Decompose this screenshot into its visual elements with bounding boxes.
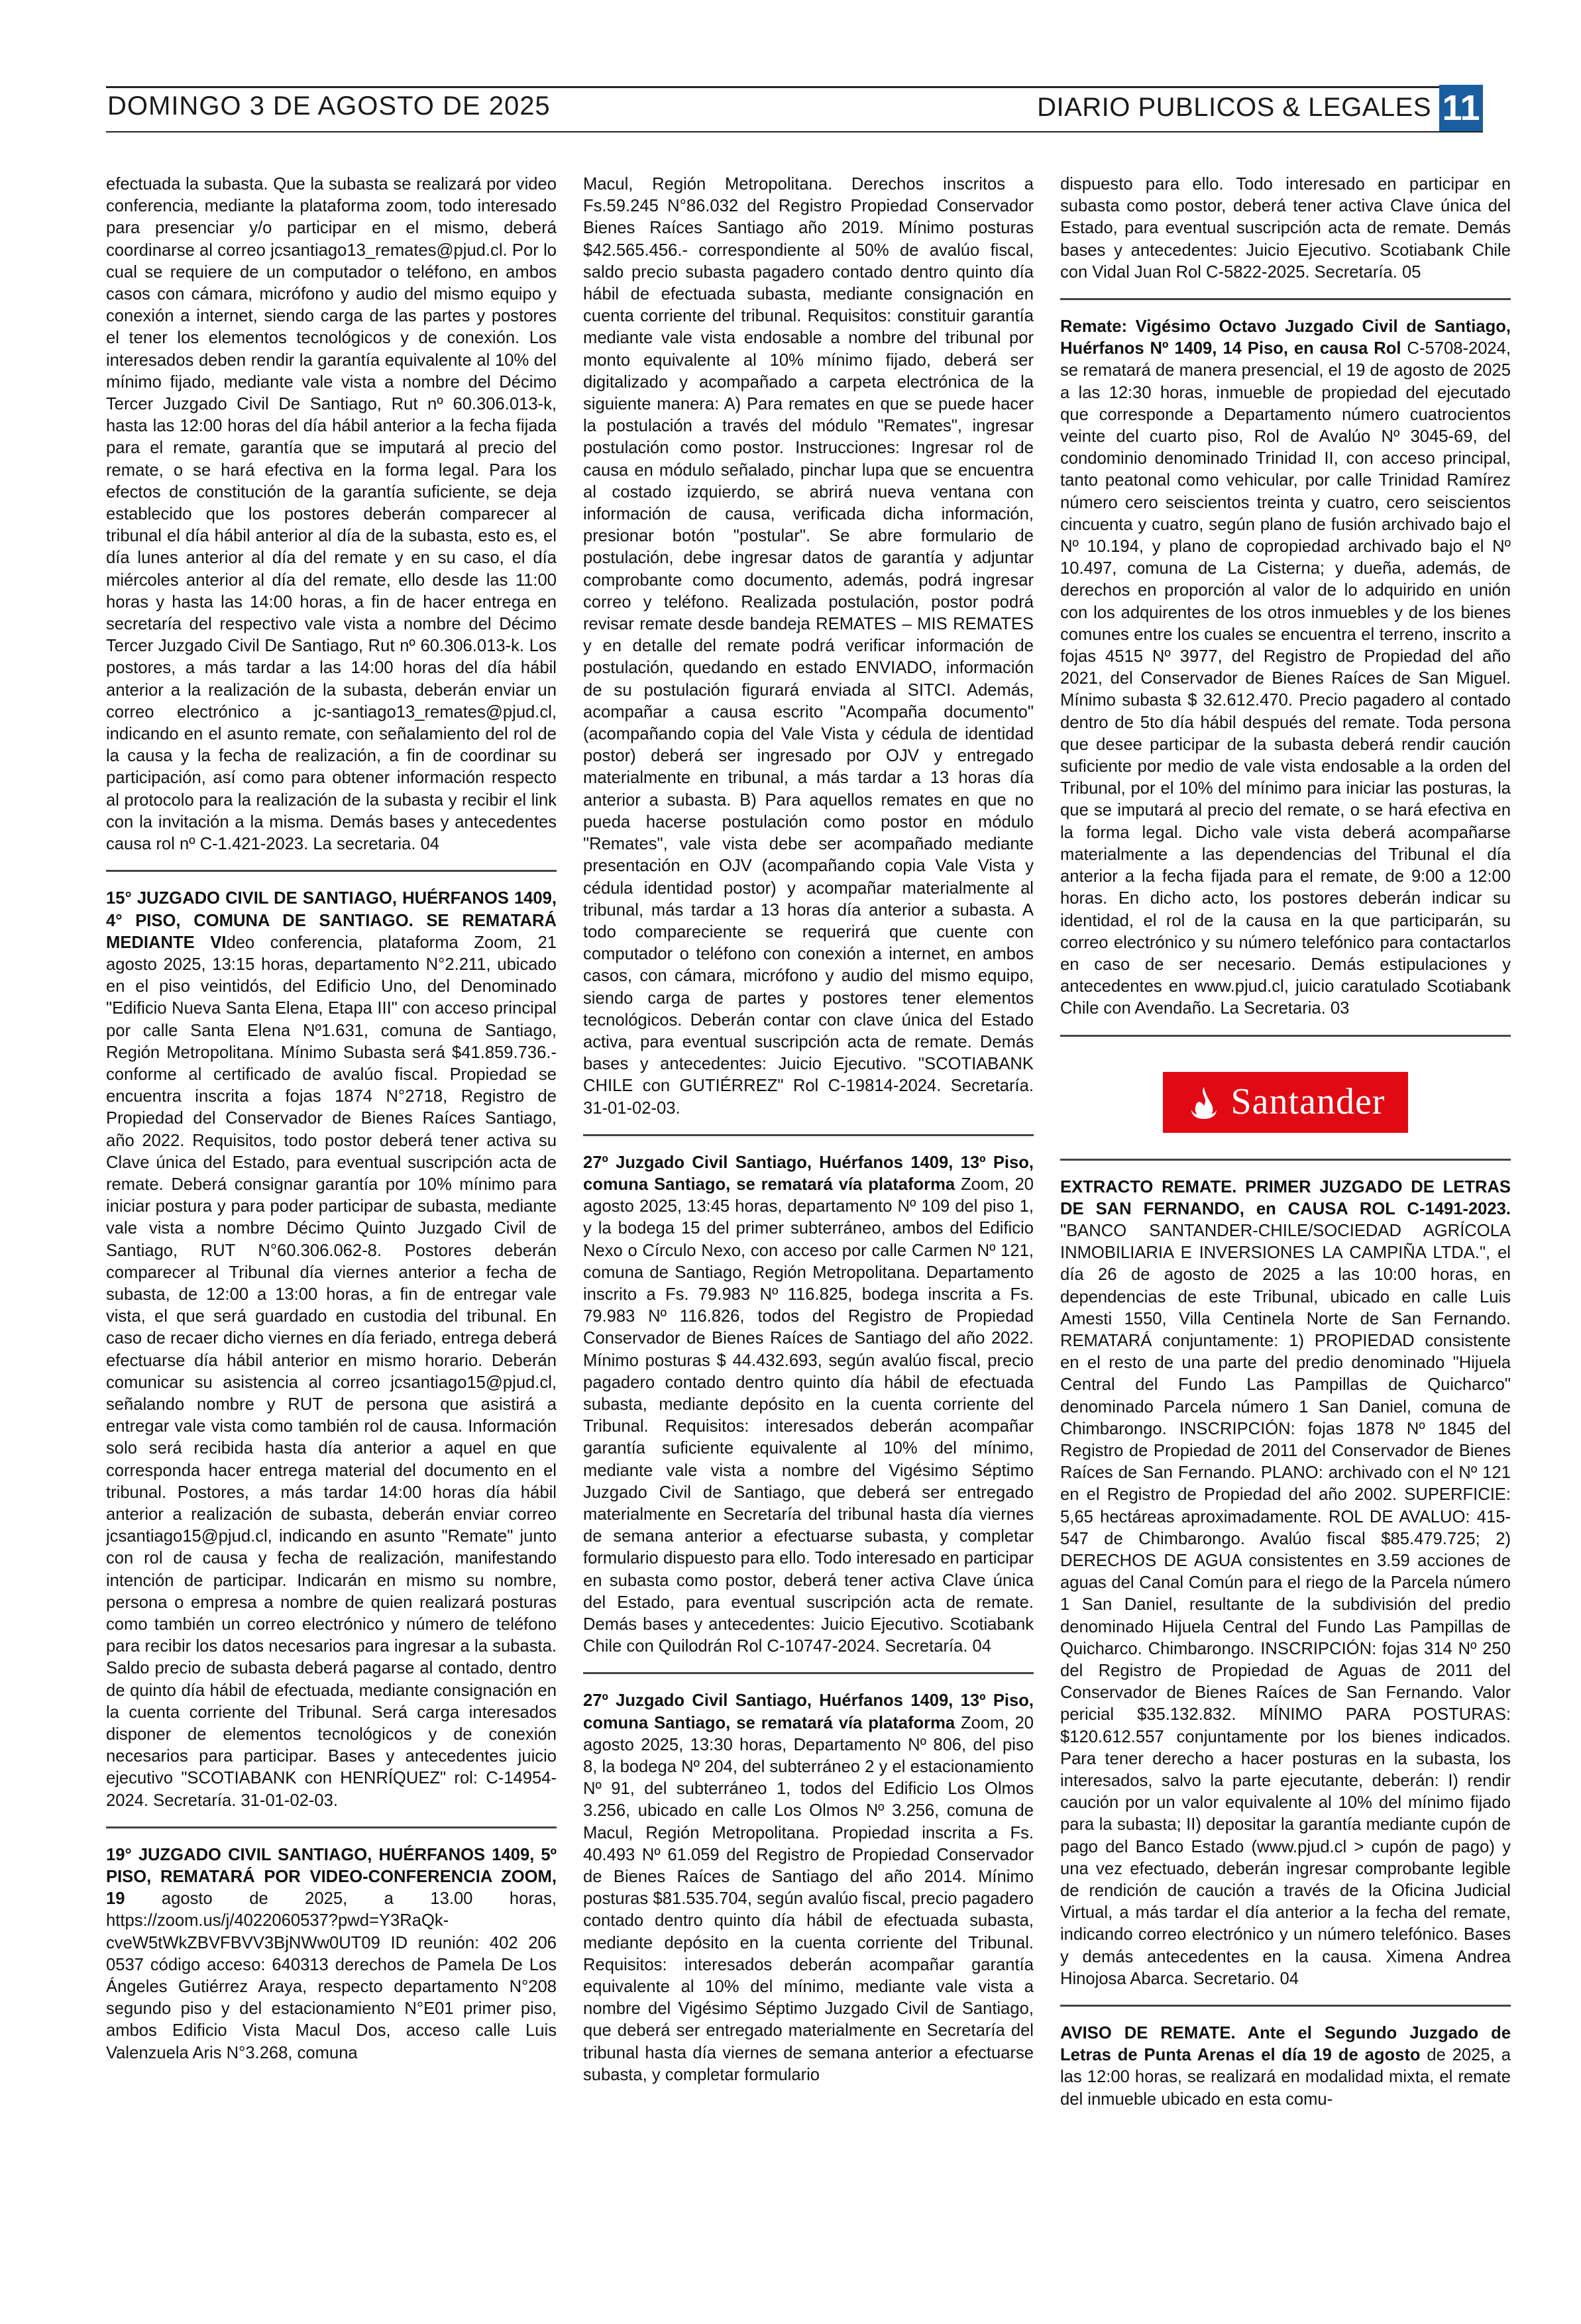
notice-heading: 19° JUZGADO CIVIL SANTIAGO, HUÉRFANOS 1409, 5º PISO, REMATARÁ POR VIDEO-CONFERENCIA ZOOM, 19 bbox=[106, 1845, 557, 1909]
notice-body: Zoom, 20 agosto 2025, 13:30 horas, Departamento Nº 806, del piso 8, la bodega Nº 204, del subterráneo 2 y el estacionamiento Nº 91, del subterráneo 1, todos del Edificio Los Olmos 3.256, ubicado en calle Los Olmos Nº 3.256, comuna de Macul, Región Metropolitana. Propiedad inscrita a Fs. 40.493 Nº 61.059 del Registro de Propiedad Conservador de Bienes Raíces de Santiago del año 2014. Mínimo posturas $81.535.704, según avalúo fiscal, precio pagadero contado dentro quinto día hábil de efectuada subasta, mediante depósito en la cuenta corriente del Tribunal. Requisitos: interesados deberán acompañar garantía equivalente al 10% del mínimo, mediante vale vista a nombre del Vigésimo Séptimo Juzgado Civil de Santiago, que deberá ser entregado materialmente en Secretaría del tribunal hasta día viernes de semana anterior a efectuarse subasta, y completar formulario bbox=[583, 1713, 1034, 2084]
notice-aviso-remate-punta-arenas bbox=[1060, 2023, 1511, 2111]
notice-27-juzgado-nexo bbox=[583, 1152, 1034, 1658]
notice-body: dispuesto para ello. Todo interesado en participar en subasta como postor, deberá tener activa Clave única del Estado, para eventual suscripción acta de remate. Demás bases y antecedentes: Juicio Ejecutivo. Scotiabank Chile con Vidal Juan Rol C-5822-2025. Secretaría. 05 bbox=[1060, 175, 1511, 282]
notice-body: C-5708-2024, se rematará de manera presencial, el 19 de agosto de 2025 a las 12:30 horas, inmueble de propiedad del ejecutado que corresponde a Departamento número cuatrocientos veinte del cuarto piso, Rol de Avalúo Nº 3045-69, del condominio denominado Trinidad II, con acceso principal, tanto peatonal como vehicular, por calle Trinidad Ramírez número cero seiscientos treinta y cuatro, cero seiscientos cincuenta y cuatro, según plano de fusión archivado bajo el Nº 10.194, y plano de copropiedad archivado bajo el Nº 10.497, comuna de La Cisterna; y dueña, además, de derechos en proporción al valor de lo adquirido en unión con los adquirentes de los otros inmuebles y de los bienes comunes entre los cuales se encuentra el terreno, inscrito a fojas 4515 Nº 3977, del Registro de Propiedad del año 2021, del Conservador de Bienes Raíces de San Miguel. Mínimo subasta $ 32.612.470. Precio pagadero al contado dentro de 5to día hábil después del remate. Toda persona que desee participar de la subasta deberá rendir caución suficiente por medio de vale vista endosable a la orden del Tribunal, por el 10% del mínimo para iniciar las posturas, la que se imputará al precio del remate, o se hará efectiva en la forma legal. Dicho vale vista deberá acompañarse materialmente a las dependencias del Tribunal el día anterior a la fecha fijada para el remate, de 9:00 a 12:00 horas. En dicho acto, los postores deberán indicar su identidad, el rol de la causa en la que participarán, su correo electrónico y su número telefónico para contactarlos en caso de ser necesario. Demás estipulaciones y antecedentes en www.pjud.cl, juicio caratulado Scotiabank Chile con Avendaño. La Secretaria. 03 bbox=[1060, 339, 1511, 1018]
notice-heading: 27º Juzgado Civil Santiago, Huérfanos 1409, 13º Piso, comuna Santiago, se rematará vía plataforma bbox=[583, 1153, 1034, 1194]
notice-19-juzgado bbox=[106, 1844, 557, 2064]
column-3 bbox=[1060, 174, 1511, 2277]
notice-body: Zoom, 20 agosto 2025, 13:45 horas, departamento Nº 109 del piso 1, y la bodega 15 del primer subterráneo, ambos del Edificio Nexo o Círculo Nexo, con acceso por calle Carmen Nº 121, comuna de Santiago, Región Metropolitana. Departamento inscrito a Fs. 79.983 Nº 116.825, bodega inscrita a Fs. 79.983 Nº 116.826, todos del Registro de Propiedad Conservador de Bienes Raíces de Santiago del año 2022. Mínimo posturas $ 44.432.693, según avalúo fiscal, precio pagadero contado dentro quinto día hábil de efectuada subasta, mediante depósito en la cuenta corriente del Tribunal. Requisitos: interesados deberán acompañar garantía suficiente equivalente al 10% del mínimo, mediante vale vista a nombre del Vigésimo Séptimo Juzgado Civil de Santiago, que deberá ser entregado materialmente en Secretaría del tribunal hasta día viernes de semana anterior a efectuarse subasta, y completar formulario dispuesto para ello. Todo interesado en participar en subasta como postor, deberá tener activa Clave única del Estado, para eventual suscripción acta de remate. Demás bases y antecedentes: Juicio Ejecutivo. Scotiabank Chile con Quilodrán Rol C-10747-2024. Secretaría. 04 bbox=[583, 1175, 1034, 1656]
header-top-rule bbox=[106, 86, 1483, 88]
column-1 bbox=[106, 174, 557, 2277]
issue-date: DOMINGO 3 DE AGOSTO DE 2025 bbox=[107, 91, 551, 121]
notice-15-juzgado bbox=[106, 888, 557, 1812]
notice-divider bbox=[1060, 2005, 1511, 2007]
notice-heading: AVISO DE REMATE. Ante el Segundo Juzgado de Letras de Punta Arenas el día 19 de agosto bbox=[1060, 2024, 1511, 2065]
notice-body: Macul, Región Metropolitana. Derechos inscritos a Fs.59.245 N°86.032 del Registro Propiedad Conservador Bienes Raíces Santiago año 2019. Mínimo posturas $42.565.456.- correspondiente al 50% de avalúo fiscal, saldo precio subasta pagadero contado dentro quinto día hábil de efectuada subasta, mediante consignación en cuenta corriente del tribunal. Requisitos: constituir garantía mediante vale vista endosable a nombre del tribunal por monto equivalente al 10% mínimo fijado, deberá ser digitalizado y acompañado a carpeta electrónica de la siguiente manera: A) Para remates en que se puede hacer la postulación a través del módulo "Remates", ingresar postulación como postor. Instrucciones: Ingresar rol de causa en módulo señalado, pinchar lupa que se encuentra al costado izquierdo, se abrirá nueva ventana con información de causa, verificada dicha información, presionar botón "postular". Se abre formulario de postulación, debe ingresar datos de garantía y adjuntar comprobante como documento, además, podrá ingresar correo y teléfono. Realizada postulación, postor podrá revisar remate desde bandeja REMATES – MIS REMATES y en detalle del remate podrá verificar información de postulación, quedando en estado ENVIADO, información de su postulación figurará enviada al SITCI. Además, acompañar a causa escrito "Acompaña documento" (acompañando copia del Vale Vista y cédula de identidad postor) deberá ser ingresado por OJV y entregado materialmente en tribunal, a más tardar a 13 horas día anterior a subasta. B) Para aquellos remates en que no pueda hacerse postulación como postor en módulo "Remates", vale vista debe ser acompañado mediante presentación en OJV (acompañando copia Vale Vista y cédula identidad postor) y acompañar materialmente al tribunal, más tardar a 13 horas día anterior a subasta. A todo compareciente se requerirá que cuente con computador o teléfono con conexión a internet, en ambos casos, con cámara, micrófono y audio del mismo equipo, siendo carga de partes y postores tener elementos tecnológicos. Deberán contar con clave única del Estado activa, para eventual suscripción acta de remate. Demás bases y antecedentes: Juicio Ejecutivo. "SCOTIABANK CHILE con GUTIÉRREZ" Rol C-19814-2024. Secretaría. 31-01-02-03. bbox=[583, 175, 1034, 1118]
column-2 bbox=[583, 174, 1034, 2277]
santander-logo-box bbox=[1163, 1072, 1408, 1133]
notice-body: de 2025, a las 12:00 horas, se realizará en modalidad mixta, el remate del inmueble ubicado en esta comu- bbox=[1060, 2046, 1511, 2109]
notice-27-juzgado-los-olmos bbox=[583, 1690, 1034, 2086]
notice-body: deo conferencia, plataforma Zoom, 21 agosto 2025, 13:15 horas, departamento N°2.211, ubicado en el piso veintidós, del Edificio Uno, del Denominado "Edificio Nueva Santa Elena, Etapa III" con acceso principal por calle Santa Elena Nº1.631, comuna de Santiago, Región Metropolitana. Mínimo Subasta será $41.859.736.- conforme al certificado de avalúo fiscal. Propiedad se encuentra inscrita a fojas 1874 N°2718, Registro de Propiedad del Conservador de Bienes Raíces Santiago, año 2022. Requisitos, todo postor deberá tener activa su Clave única del Estado, para eventual suscripción acta de remate. Deberá consignar garantía por 10% mínimo para iniciar postura y para poder participar de subasta, mediante vale vista a nombre Décimo Quinto Juzgado Civil de Santiago, RUT N°60.306.062-8. Postores deberán comparecer al Tribunal día viernes anterior a fecha de subasta, de 12:00 a 13:00 horas, a fin de entregar vale vista, el que será guardado en custodia del tribunal. En caso de recaer dicho viernes en día feriado, entrega deberá efectuarse día hábil anterior en mismo horario. Deberán comunicar su asistencia al correo jcsantiago15@pjud.cl, señalando nombre y RUT de persona que asistirá a entregar vale vista como también rol de causa. Información solo será recibida hasta día anterior a aquel en que corresponda hacer entrega material del documento en el tribunal. Postores, a más tardar 14:00 horas día hábil anterior a realización de subasta, deberán enviar correo jcsantiago15@pjud.cl, indicando en asunto "Remate" junto con rol de causa y fecha de realización, manifestando intención de participar. Indicarán en mismo su nombre, persona o empresa a nombre de quien realizará posturas como también un correo electrónico y número de teléfono para recibir los datos necesarios para ingresar a la subasta. Saldo precio de subasta deberá pagarse al contado, dentro de quinto día hábil de efectuada, mediante consignación en la cuenta corriente del Tribunal. Será carga interesados disponer de elementos tecnológicos y de conexión necesarios para participar. Bases y antecedentes juicio ejecutivo "SCOTIABANK con HENRÍQUEZ" rol: C-14954-2024. Secretaría. 31-01-02-03. bbox=[106, 933, 557, 1810]
page-header bbox=[106, 78, 1483, 135]
notice-heading: EXTRACTO REMATE. PRIMER JUZGADO DE LETRAS DE SAN FERNANDO, en CAUSA ROL C-1491-2023. bbox=[1060, 1177, 1511, 1218]
notice-19-juzgado-continued bbox=[583, 174, 1034, 1120]
notice-extracto-remate-san-fernando bbox=[1060, 1177, 1511, 1991]
notice-divider bbox=[1060, 1159, 1511, 1161]
header-bottom-rule bbox=[106, 131, 1483, 132]
santander-logo bbox=[1060, 1053, 1511, 1152]
notice-divider bbox=[106, 870, 557, 872]
santander-logo-text: Santander bbox=[1230, 1081, 1386, 1122]
notice-body: efectuada la subasta. Que la subasta se realizará por video conferencia, mediante la plataforma zoom, todo interesado para presenciar y/o participar en el mismo, deberá coordinarse al correo jcsantiago13_remates@pjud.cl. Por lo cual se requiere de un computador o teléfono, en ambos casos con cámara, micrófono y audio del mismo equipo y conexión a internet, siendo carga de las partes y postores el tener los elementos tecnológicos y de conexión. Los interesados deben rendir la garantía equivalente al 10% del mínimo fijado, mediante vale vista a nombre del Décimo Tercer Juzgado Civil De Santiago, Rut nº 60.306.013-k, hasta las 12:00 horas del día hábil anterior a la fecha fijada para el remate, garantía que se imputará al precio del remate, o se hará efectiva en la forma legal. Para los efectos de constitución de la garantía suficiente, se deja establecido que los postores deberán comparecer al tribunal el día hábil anterior al día de la subasta, esto es, el día lunes anterior al día del remate y en su caso, el día miércoles anterior al día del remate, ello desde las 11:00 horas y hasta las 14:00 horas, a fin de hacer entrega en secretaría del respectivo vale vista a nombre del Décimo Tercer Juzgado Civil De Santiago, Rut nº 60.306.013-k. Los postores, a más tardar a las 14:00 horas del día hábil anterior a la realización de la subasta, deberán enviar un correo electrónico a jc-santiago13_remates@pjud.cl, indicando en el asunto remate, con señalamiento del rol de la causa y la fecha de realización, a fin de coordinar su participación, así como para obtener información respecto al protocolo para la realización de la subasta y recibir el link con la invitación a la misma. Demás bases y antecedentes causa rol nº C-1.421-2023. La secretaria. 04 bbox=[106, 175, 557, 854]
notice-heading: 27º Juzgado Civil Santiago, Huérfanos 1409, 13º Piso, comuna Santiago, se rematará vía plataforma bbox=[583, 1691, 1034, 1732]
section-title: DIARIO PUBLICOS & LEGALES bbox=[1037, 93, 1431, 122]
notice-divider bbox=[106, 1826, 557, 1828]
notice-divider bbox=[1060, 1035, 1511, 1037]
notice-27-juzgado-continued bbox=[1060, 174, 1511, 284]
notice-heading: 15° JUZGADO CIVIL DE SANTIAGO, HUÉRFANOS 1409, 4° PISO, COMUNA DE SANTIAGO. SE REMATARÁ MEDIANTE VI bbox=[106, 889, 557, 952]
notice-28-juzgado bbox=[1060, 316, 1511, 1020]
notice-continuation bbox=[106, 174, 557, 855]
notice-heading: Remate: Vigésimo Octavo Juzgado Civil de Santiago, Huérfanos Nº 1409, 14 Piso, en causa Rol bbox=[1060, 317, 1511, 358]
flame-icon bbox=[1186, 1084, 1222, 1120]
notice-divider bbox=[1060, 298, 1511, 300]
notice-body: agosto de 2025, a 13.00 horas, https://zoom.us/j/4022060537?pwd=Y3RaQk-cveW5tWkZBVFBVV3BjNWw0UT09 ID reunión: 402 206 0537 código acceso: 640313 derechos de Pamela De Los Ángeles Gutiérrez Araya, respecto departamento N°208 segundo piso y del estacionamiento N°E01 primer piso, ambos Edificio Vista Macul Dos, acceso calle Luis Valenzuela Aris N°3.268, comuna bbox=[106, 1889, 557, 2062]
notice-body: "BANCO SANTANDER-CHILE/SOCIEDAD AGRÍCOLA INMOBILIARIA E INVERSIONES LA CAMPIÑA LTDA.", el día 26 de agosto de 2025 a las 10:00 horas, en dependencias de este Tribunal, ubicado en calle Luis Amesti 1550, Villa Centinela Norte de San Fernando. REMATARÁ conjuntamente: 1) PROPIEDAD consistente en el resto de una parte del predio denominado "Hijuela Central del Fundo Las Pampillas de Quicharco" denominado Parcela número 1 San Daniel, comuna de Chimbarongo. INSCRIPCIÓN: fojas 1878 Nº 1845 del Registro de Propiedad de 2011 del Conservador de Bienes Raíces de San Fernando. PLANO: archivado con el Nº 121 en el Registro de Propiedad del año 2002. SUPERFICIE: 5,65 hectáreas aproximadamente. ROL DE AVALUO: 415-547 de Chimbarongo. Avalúo fiscal $85.479.725; 2) DERECHOS DE AGUA consistentes en 3.59 acciones de aguas del Canal Común para el riego de la Parcela número 1 San Daniel, resultante de la subdivisión del predio denominado Hijuela Central del Fundo Las Pampillas de Quicharco. Chimbarongo. INSCRIPCIÓN: fojas 314 Nº 250 del Registro de Propiedad de Aguas de 2011 del Conservador de Bienes Raíces de San Fernando. Valor pericial $35.132.832. MÍNIMO PARA POSTURAS: $120.612.557 conjuntamente por los bienes indicados. Para tener derecho a hacer posturas en la subasta, los interesados, salvo la parte ejecutante, deberán: I) rendir caución por un valor equivalente al 10% del mínimo fijado para la subasta; II) depositar la garantía mediante cupón de pago del Banco Estado (www.pjud.cl > cupón de pago) y una vez efectuado, deberán ingresar comprobante legible de rendición de caución a través de la Oficina Judicial Virtual, a más tardar el día anterior a la fecha del remate, indicando correo electrónico y un número telefónico. Bases y demás antecedentes en la causa. Ximena Andrea Hinojosa Abarca. Secretario. 04 bbox=[1060, 1221, 1511, 1988]
notice-divider bbox=[583, 1672, 1034, 1674]
notice-divider bbox=[583, 1134, 1034, 1136]
page-number-badge: 11 bbox=[1439, 85, 1483, 131]
